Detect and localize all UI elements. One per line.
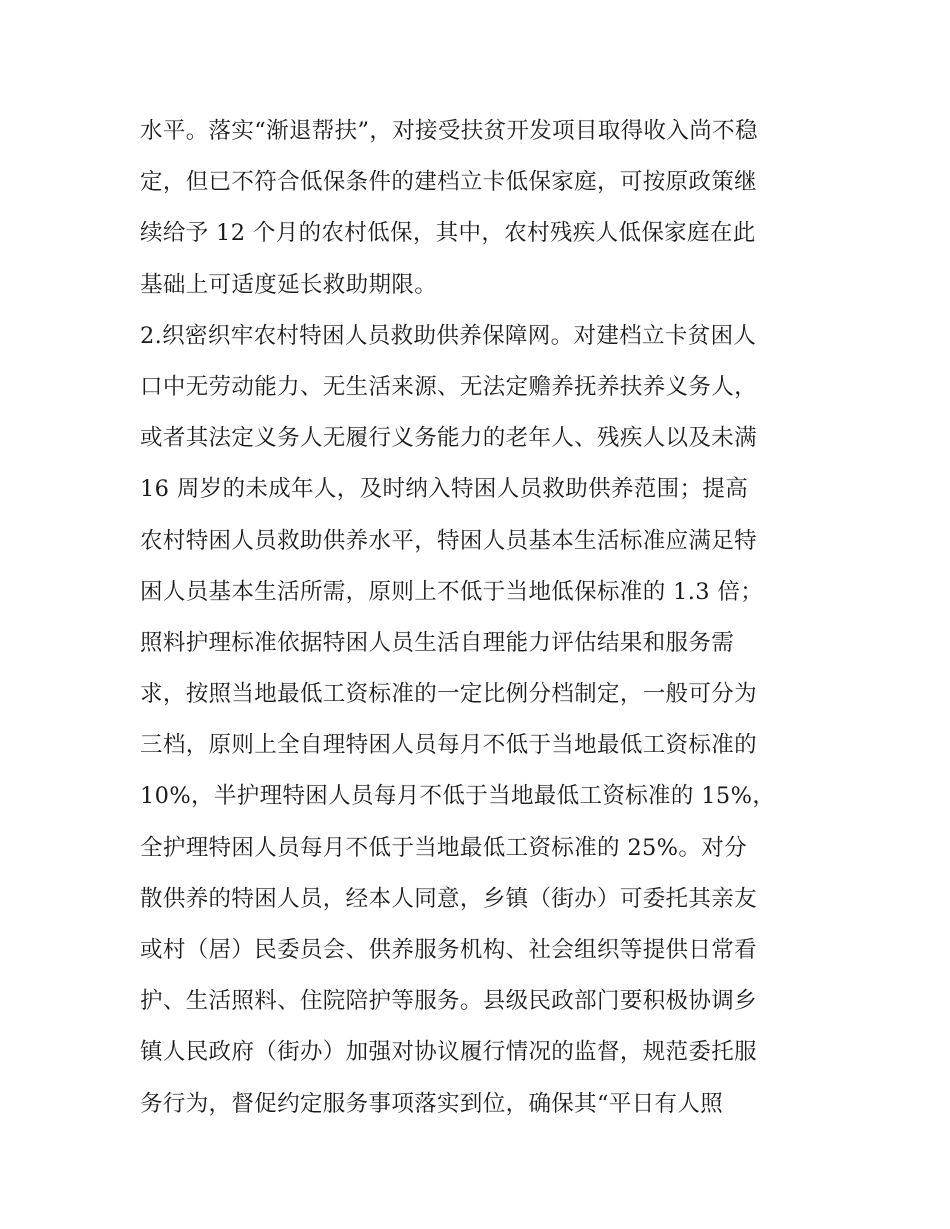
- text-line-8: 16 周岁的未成年人，及时纳入特困人员救助供养范围；提高: [140, 476, 749, 503]
- text-line-13: 三档，原则上全自理特困人员每月不低于当地最低工资标准的: [140, 732, 757, 759]
- text-line-2: 定，但已不符合低保条件的建档立卡低保家庭，可按原政策继: [140, 169, 757, 196]
- text-line-3: 续给予 12 个月的农村低保，其中，农村残疾人低保家庭在此: [140, 220, 756, 247]
- text-line-19: 镇人民政府（街办）加强对协议履行情况的监督，规范委托服: [140, 1039, 757, 1066]
- text-line-17: 或村（居）民委员会、供养服务机构、社会组织等提供日常看: [140, 937, 757, 963]
- text-line-12: 求，按照当地最低工资标准的一定比例分档制定，一般可分为: [140, 681, 757, 708]
- text-line-14: 10%，半护理特困人员每月不低于当地最低工资标准的 15%，: [140, 783, 776, 810]
- text-line-9: 农村特困人员救助供养水平，特困人员基本生活标准应满足特: [140, 527, 757, 554]
- text-line-1: 水平。落实“渐退帮扶”，对接受扶贫开发项目取得收入尚不稳: [140, 118, 758, 144]
- text-line-4: 基础上可适度延长救助期限。: [140, 271, 438, 298]
- text-line-10: 困人员基本生活所需，原则上不低于当地低保标准的 1.3 倍；: [140, 578, 764, 605]
- document-body: [140, 111, 820, 1135]
- text-line-18: 护、生活照料、住院陪护等服务。县级民政部门要积极协调乡: [140, 988, 757, 1015]
- text-line-7: 或者其法定义务人无履行义务能力的老年人、残疾人以及未满: [140, 425, 757, 452]
- text-line-15: 全护理特困人员每月不低于当地最低工资标准的 25%。对分: [140, 834, 747, 861]
- text-line-11: 照料护理标准依据特困人员生活自理能力评估结果和服务需: [140, 629, 735, 656]
- text-line-16: 散供养的特困人员，经本人同意，乡镇（街办）可委托其亲友: [140, 885, 757, 912]
- text-line-6: 口中无劳动能力、无生活来源、无法定赡养抚养扶养义务人，: [140, 373, 757, 400]
- text-line-5: 2.织密织牢农村特困人员救助供养保障网。对建档立卡贫困人: [140, 322, 757, 349]
- text-line-20: 务行为，督促约定服务事项落实到位，确保其“平日有人照: [140, 1090, 724, 1117]
